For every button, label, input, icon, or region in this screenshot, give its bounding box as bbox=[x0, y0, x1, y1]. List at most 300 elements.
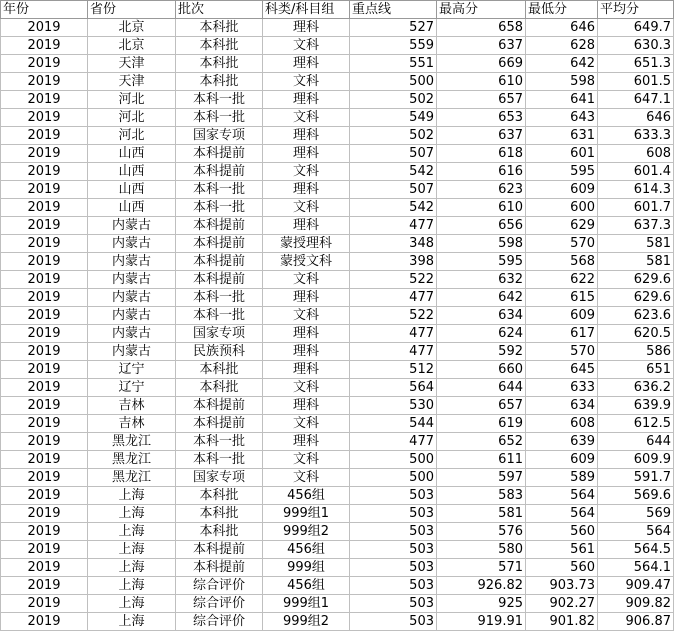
table-row bbox=[1, 541, 674, 559]
subject-cell: 999组2 bbox=[263, 523, 350, 541]
key-line-cell: 398 bbox=[350, 253, 437, 271]
min-score-cell: 902.27 bbox=[526, 595, 598, 613]
max-score-cell: 644 bbox=[437, 379, 526, 397]
batch-cell: 国家专项 bbox=[176, 325, 263, 343]
max-score-cell: 598 bbox=[437, 235, 526, 253]
min-score-cell: 642 bbox=[526, 55, 598, 73]
batch-cell: 本科批 bbox=[176, 55, 263, 73]
max-score-cell: 581 bbox=[437, 505, 526, 523]
subject-cell: 文科 bbox=[263, 163, 350, 181]
avg-score-cell: 601.7 bbox=[598, 199, 674, 217]
province-cell: 内蒙古 bbox=[88, 325, 176, 343]
avg-score-cell: 591.7 bbox=[598, 469, 674, 487]
key-line-cell: 564 bbox=[350, 379, 437, 397]
table-row bbox=[1, 325, 674, 343]
table-row bbox=[1, 145, 674, 163]
avg-score-cell: 581 bbox=[598, 253, 674, 271]
batch-cell: 本科提前 bbox=[176, 253, 263, 271]
batch-cell: 本科批 bbox=[176, 73, 263, 91]
year-cell: 2019 bbox=[1, 163, 88, 181]
batch-cell: 本科提前 bbox=[176, 145, 263, 163]
batch-cell: 本科提前 bbox=[176, 235, 263, 253]
year-cell: 2019 bbox=[1, 289, 88, 307]
min-score-cell: 568 bbox=[526, 253, 598, 271]
min-score-cell: 617 bbox=[526, 325, 598, 343]
subject-cell: 文科 bbox=[263, 451, 350, 469]
table-row bbox=[1, 433, 674, 451]
key-line-cell: 502 bbox=[350, 127, 437, 145]
max-score-cell: 610 bbox=[437, 199, 526, 217]
year-cell: 2019 bbox=[1, 541, 88, 559]
table-row bbox=[1, 127, 674, 145]
table-row bbox=[1, 523, 674, 541]
table-row bbox=[1, 361, 674, 379]
year-cell: 2019 bbox=[1, 343, 88, 361]
year-cell: 2019 bbox=[1, 271, 88, 289]
min-score-cell: 639 bbox=[526, 433, 598, 451]
min-score-cell: 631 bbox=[526, 127, 598, 145]
avg-score-cell: 639.9 bbox=[598, 397, 674, 415]
province-cell: 上海 bbox=[88, 595, 176, 613]
max-score-cell: 592 bbox=[437, 343, 526, 361]
avg-score-cell: 569.6 bbox=[598, 487, 674, 505]
year-cell: 2019 bbox=[1, 415, 88, 433]
province-cell: 辽宁 bbox=[88, 361, 176, 379]
avg-score-cell: 651 bbox=[598, 361, 674, 379]
batch-cell: 本科提前 bbox=[176, 217, 263, 235]
table-row bbox=[1, 505, 674, 523]
subject-cell: 理科 bbox=[263, 91, 350, 109]
batch-cell: 本科提前 bbox=[176, 163, 263, 181]
year-cell: 2019 bbox=[1, 127, 88, 145]
key-line-cell: 500 bbox=[350, 73, 437, 91]
province-cell: 内蒙古 bbox=[88, 217, 176, 235]
subject-cell: 456组 bbox=[263, 487, 350, 505]
province-cell: 辽宁 bbox=[88, 379, 176, 397]
key-line-cell: 502 bbox=[350, 91, 437, 109]
subject-cell: 999组2 bbox=[263, 613, 350, 631]
max-score-cell: 616 bbox=[437, 163, 526, 181]
table-row bbox=[1, 55, 674, 73]
table-row bbox=[1, 271, 674, 289]
avg-score-cell: 608 bbox=[598, 145, 674, 163]
max-score-cell: 623 bbox=[437, 181, 526, 199]
subject-cell: 文科 bbox=[263, 307, 350, 325]
province-cell: 内蒙古 bbox=[88, 271, 176, 289]
max-score-cell: 656 bbox=[437, 217, 526, 235]
year-cell: 2019 bbox=[1, 199, 88, 217]
avg-score-cell: 637.3 bbox=[598, 217, 674, 235]
year-cell: 2019 bbox=[1, 487, 88, 505]
avg-score-cell: 644 bbox=[598, 433, 674, 451]
subject-cell: 理科 bbox=[263, 19, 350, 37]
batch-cell: 本科一批 bbox=[176, 199, 263, 217]
min-score-cell: 903.73 bbox=[526, 577, 598, 595]
table-row bbox=[1, 199, 674, 217]
province-cell: 内蒙古 bbox=[88, 307, 176, 325]
max-score-cell: 597 bbox=[437, 469, 526, 487]
batch-cell: 本科批 bbox=[176, 523, 263, 541]
min-score-cell: 609 bbox=[526, 181, 598, 199]
min-score-cell: 601 bbox=[526, 145, 598, 163]
subject-cell: 456组 bbox=[263, 577, 350, 595]
key-line-cell: 512 bbox=[350, 361, 437, 379]
year-cell: 2019 bbox=[1, 523, 88, 541]
max-score-cell: 642 bbox=[437, 289, 526, 307]
table-row bbox=[1, 595, 674, 613]
year-cell: 2019 bbox=[1, 397, 88, 415]
header-cell-key-line: 重点线 bbox=[350, 1, 437, 19]
avg-score-cell: 614.3 bbox=[598, 181, 674, 199]
batch-cell: 综合评价 bbox=[176, 595, 263, 613]
subject-cell: 文科 bbox=[263, 271, 350, 289]
avg-score-cell: 647.1 bbox=[598, 91, 674, 109]
table-row bbox=[1, 73, 674, 91]
key-line-cell: 549 bbox=[350, 109, 437, 127]
year-cell: 2019 bbox=[1, 361, 88, 379]
avg-score-cell: 609.9 bbox=[598, 451, 674, 469]
year-cell: 2019 bbox=[1, 577, 88, 595]
province-cell: 山西 bbox=[88, 163, 176, 181]
min-score-cell: 608 bbox=[526, 415, 598, 433]
avg-score-cell: 601.4 bbox=[598, 163, 674, 181]
subject-cell: 文科 bbox=[263, 469, 350, 487]
subject-cell: 999组1 bbox=[263, 505, 350, 523]
province-cell: 吉林 bbox=[88, 415, 176, 433]
table-row bbox=[1, 289, 674, 307]
key-line-cell: 503 bbox=[350, 541, 437, 559]
key-line-cell: 542 bbox=[350, 199, 437, 217]
table-row bbox=[1, 91, 674, 109]
table-row bbox=[1, 19, 674, 37]
province-cell: 山西 bbox=[88, 145, 176, 163]
max-score-cell: 926.82 bbox=[437, 577, 526, 595]
avg-score-cell: 564 bbox=[598, 523, 674, 541]
key-line-cell: 503 bbox=[350, 523, 437, 541]
max-score-cell: 653 bbox=[437, 109, 526, 127]
key-line-cell: 544 bbox=[350, 415, 437, 433]
avg-score-cell: 586 bbox=[598, 343, 674, 361]
max-score-cell: 657 bbox=[437, 91, 526, 109]
max-score-cell: 618 bbox=[437, 145, 526, 163]
batch-cell: 本科一批 bbox=[176, 109, 263, 127]
year-cell: 2019 bbox=[1, 181, 88, 199]
table-row bbox=[1, 235, 674, 253]
key-line-cell: 500 bbox=[350, 451, 437, 469]
avg-score-cell: 633.3 bbox=[598, 127, 674, 145]
max-score-cell: 576 bbox=[437, 523, 526, 541]
subject-cell: 文科 bbox=[263, 199, 350, 217]
subject-cell: 理科 bbox=[263, 325, 350, 343]
year-cell: 2019 bbox=[1, 379, 88, 397]
table-body bbox=[1, 19, 674, 631]
key-line-cell: 477 bbox=[350, 325, 437, 343]
batch-cell: 本科批 bbox=[176, 505, 263, 523]
subject-cell: 理科 bbox=[263, 433, 350, 451]
subject-cell: 理科 bbox=[263, 145, 350, 163]
min-score-cell: 598 bbox=[526, 73, 598, 91]
max-score-cell: 611 bbox=[437, 451, 526, 469]
avg-score-cell: 629.6 bbox=[598, 289, 674, 307]
avg-score-cell: 646 bbox=[598, 109, 674, 127]
batch-cell: 民族预科 bbox=[176, 343, 263, 361]
batch-cell: 综合评价 bbox=[176, 577, 263, 595]
table-row bbox=[1, 37, 674, 55]
max-score-cell: 658 bbox=[437, 19, 526, 37]
subject-cell: 文科 bbox=[263, 109, 350, 127]
key-line-cell: 348 bbox=[350, 235, 437, 253]
subject-cell: 理科 bbox=[263, 289, 350, 307]
avg-score-cell: 649.7 bbox=[598, 19, 674, 37]
batch-cell: 本科一批 bbox=[176, 181, 263, 199]
min-score-cell: 560 bbox=[526, 559, 598, 577]
header-cell-avg-score: 平均分 bbox=[598, 1, 674, 19]
key-line-cell: 477 bbox=[350, 217, 437, 235]
min-score-cell: 615 bbox=[526, 289, 598, 307]
table-row bbox=[1, 253, 674, 271]
batch-cell: 本科批 bbox=[176, 487, 263, 505]
batch-cell: 本科一批 bbox=[176, 451, 263, 469]
avg-score-cell: 581 bbox=[598, 235, 674, 253]
min-score-cell: 641 bbox=[526, 91, 598, 109]
min-score-cell: 595 bbox=[526, 163, 598, 181]
batch-cell: 综合评价 bbox=[176, 613, 263, 631]
min-score-cell: 645 bbox=[526, 361, 598, 379]
max-score-cell: 619 bbox=[437, 415, 526, 433]
avg-score-cell: 612.5 bbox=[598, 415, 674, 433]
key-line-cell: 503 bbox=[350, 577, 437, 595]
header-cell-subject: 科类/科目组 bbox=[263, 1, 350, 19]
province-cell: 内蒙古 bbox=[88, 235, 176, 253]
subject-cell: 蒙授文科 bbox=[263, 253, 350, 271]
batch-cell: 本科提前 bbox=[176, 415, 263, 433]
avg-score-cell: 629.6 bbox=[598, 271, 674, 289]
min-score-cell: 609 bbox=[526, 307, 598, 325]
min-score-cell: 634 bbox=[526, 397, 598, 415]
province-cell: 河北 bbox=[88, 127, 176, 145]
table-row bbox=[1, 397, 674, 415]
table-row bbox=[1, 415, 674, 433]
subject-cell: 文科 bbox=[263, 37, 350, 55]
max-score-cell: 571 bbox=[437, 559, 526, 577]
header-cell-min-score: 最低分 bbox=[526, 1, 598, 19]
year-cell: 2019 bbox=[1, 235, 88, 253]
min-score-cell: 560 bbox=[526, 523, 598, 541]
table-row bbox=[1, 109, 674, 127]
table-row bbox=[1, 613, 674, 631]
batch-cell: 本科提前 bbox=[176, 271, 263, 289]
subject-cell: 文科 bbox=[263, 415, 350, 433]
min-score-cell: 570 bbox=[526, 343, 598, 361]
max-score-cell: 595 bbox=[437, 253, 526, 271]
subject-cell: 理科 bbox=[263, 361, 350, 379]
avg-score-cell: 620.5 bbox=[598, 325, 674, 343]
table-row bbox=[1, 181, 674, 199]
max-score-cell: 637 bbox=[437, 127, 526, 145]
province-cell: 内蒙古 bbox=[88, 289, 176, 307]
year-cell: 2019 bbox=[1, 613, 88, 631]
min-score-cell: 609 bbox=[526, 451, 598, 469]
min-score-cell: 646 bbox=[526, 19, 598, 37]
avg-score-cell: 636.2 bbox=[598, 379, 674, 397]
key-line-cell: 503 bbox=[350, 487, 437, 505]
key-line-cell: 530 bbox=[350, 397, 437, 415]
subject-cell: 理科 bbox=[263, 343, 350, 361]
year-cell: 2019 bbox=[1, 109, 88, 127]
table-row bbox=[1, 307, 674, 325]
max-score-cell: 637 bbox=[437, 37, 526, 55]
max-score-cell: 925 bbox=[437, 595, 526, 613]
min-score-cell: 628 bbox=[526, 37, 598, 55]
key-line-cell: 542 bbox=[350, 163, 437, 181]
max-score-cell: 669 bbox=[437, 55, 526, 73]
subject-cell: 999组1 bbox=[263, 595, 350, 613]
key-line-cell: 522 bbox=[350, 307, 437, 325]
avg-score-cell: 909.47 bbox=[598, 577, 674, 595]
province-cell: 黑龙江 bbox=[88, 469, 176, 487]
min-score-cell: 564 bbox=[526, 487, 598, 505]
year-cell: 2019 bbox=[1, 325, 88, 343]
key-line-cell: 507 bbox=[350, 145, 437, 163]
province-cell: 北京 bbox=[88, 37, 176, 55]
key-line-cell: 477 bbox=[350, 289, 437, 307]
province-cell: 内蒙古 bbox=[88, 253, 176, 271]
avg-score-cell: 623.6 bbox=[598, 307, 674, 325]
key-line-cell: 507 bbox=[350, 181, 437, 199]
batch-cell: 本科批 bbox=[176, 379, 263, 397]
min-score-cell: 629 bbox=[526, 217, 598, 235]
province-cell: 上海 bbox=[88, 487, 176, 505]
max-score-cell: 657 bbox=[437, 397, 526, 415]
key-line-cell: 551 bbox=[350, 55, 437, 73]
year-cell: 2019 bbox=[1, 19, 88, 37]
avg-score-cell: 909.82 bbox=[598, 595, 674, 613]
subject-cell: 理科 bbox=[263, 181, 350, 199]
table-row bbox=[1, 559, 674, 577]
table-row bbox=[1, 217, 674, 235]
min-score-cell: 561 bbox=[526, 541, 598, 559]
province-cell: 河北 bbox=[88, 109, 176, 127]
header-row bbox=[1, 1, 674, 19]
key-line-cell: 527 bbox=[350, 19, 437, 37]
province-cell: 山西 bbox=[88, 199, 176, 217]
header-cell-province: 省份 bbox=[88, 1, 176, 19]
avg-score-cell: 906.87 bbox=[598, 613, 674, 631]
table-row bbox=[1, 379, 674, 397]
table-row bbox=[1, 577, 674, 595]
province-cell: 黑龙江 bbox=[88, 433, 176, 451]
key-line-cell: 477 bbox=[350, 433, 437, 451]
avg-score-cell: 564.5 bbox=[598, 541, 674, 559]
year-cell: 2019 bbox=[1, 469, 88, 487]
subject-cell: 理科 bbox=[263, 397, 350, 415]
province-cell: 黑龙江 bbox=[88, 451, 176, 469]
subject-cell: 蒙授理科 bbox=[263, 235, 350, 253]
batch-cell: 国家专项 bbox=[176, 469, 263, 487]
batch-cell: 本科批 bbox=[176, 37, 263, 55]
key-line-cell: 503 bbox=[350, 613, 437, 631]
header-cell-max-score: 最高分 bbox=[437, 1, 526, 19]
key-line-cell: 503 bbox=[350, 595, 437, 613]
year-cell: 2019 bbox=[1, 91, 88, 109]
max-score-cell: 580 bbox=[437, 541, 526, 559]
avg-score-cell: 564.1 bbox=[598, 559, 674, 577]
max-score-cell: 632 bbox=[437, 271, 526, 289]
header-cell-batch: 批次 bbox=[176, 1, 263, 19]
batch-cell: 本科一批 bbox=[176, 289, 263, 307]
max-score-cell: 610 bbox=[437, 73, 526, 91]
province-cell: 河北 bbox=[88, 91, 176, 109]
max-score-cell: 583 bbox=[437, 487, 526, 505]
province-cell: 上海 bbox=[88, 577, 176, 595]
table-row bbox=[1, 451, 674, 469]
batch-cell: 本科提前 bbox=[176, 559, 263, 577]
header-cell-year: 年份 bbox=[1, 1, 88, 19]
batch-cell: 本科提前 bbox=[176, 397, 263, 415]
min-score-cell: 901.82 bbox=[526, 613, 598, 631]
min-score-cell: 564 bbox=[526, 505, 598, 523]
year-cell: 2019 bbox=[1, 37, 88, 55]
avg-score-cell: 601.5 bbox=[598, 73, 674, 91]
batch-cell: 本科提前 bbox=[176, 541, 263, 559]
year-cell: 2019 bbox=[1, 73, 88, 91]
subject-cell: 理科 bbox=[263, 127, 350, 145]
year-cell: 2019 bbox=[1, 55, 88, 73]
subject-cell: 文科 bbox=[263, 379, 350, 397]
year-cell: 2019 bbox=[1, 559, 88, 577]
max-score-cell: 919.91 bbox=[437, 613, 526, 631]
max-score-cell: 634 bbox=[437, 307, 526, 325]
table-row bbox=[1, 469, 674, 487]
year-cell: 2019 bbox=[1, 451, 88, 469]
key-line-cell: 477 bbox=[350, 343, 437, 361]
province-cell: 上海 bbox=[88, 523, 176, 541]
table-row bbox=[1, 163, 674, 181]
province-cell: 北京 bbox=[88, 19, 176, 37]
province-cell: 内蒙古 bbox=[88, 343, 176, 361]
avg-score-cell: 630.3 bbox=[598, 37, 674, 55]
table-row bbox=[1, 343, 674, 361]
province-cell: 上海 bbox=[88, 613, 176, 631]
batch-cell: 本科一批 bbox=[176, 433, 263, 451]
province-cell: 上海 bbox=[88, 559, 176, 577]
province-cell: 天津 bbox=[88, 73, 176, 91]
subject-cell: 999组 bbox=[263, 559, 350, 577]
avg-score-cell: 569 bbox=[598, 505, 674, 523]
province-cell: 天津 bbox=[88, 55, 176, 73]
max-score-cell: 652 bbox=[437, 433, 526, 451]
min-score-cell: 600 bbox=[526, 199, 598, 217]
batch-cell: 本科一批 bbox=[176, 91, 263, 109]
province-cell: 吉林 bbox=[88, 397, 176, 415]
province-cell: 上海 bbox=[88, 541, 176, 559]
subject-cell: 理科 bbox=[263, 55, 350, 73]
year-cell: 2019 bbox=[1, 433, 88, 451]
subject-cell: 456组 bbox=[263, 541, 350, 559]
min-score-cell: 622 bbox=[526, 271, 598, 289]
min-score-cell: 643 bbox=[526, 109, 598, 127]
subject-cell: 理科 bbox=[263, 217, 350, 235]
min-score-cell: 570 bbox=[526, 235, 598, 253]
table-row bbox=[1, 487, 674, 505]
province-cell: 上海 bbox=[88, 505, 176, 523]
min-score-cell: 589 bbox=[526, 469, 598, 487]
batch-cell: 本科批 bbox=[176, 361, 263, 379]
batch-cell: 本科一批 bbox=[176, 307, 263, 325]
year-cell: 2019 bbox=[1, 505, 88, 523]
key-line-cell: 500 bbox=[350, 469, 437, 487]
year-cell: 2019 bbox=[1, 145, 88, 163]
